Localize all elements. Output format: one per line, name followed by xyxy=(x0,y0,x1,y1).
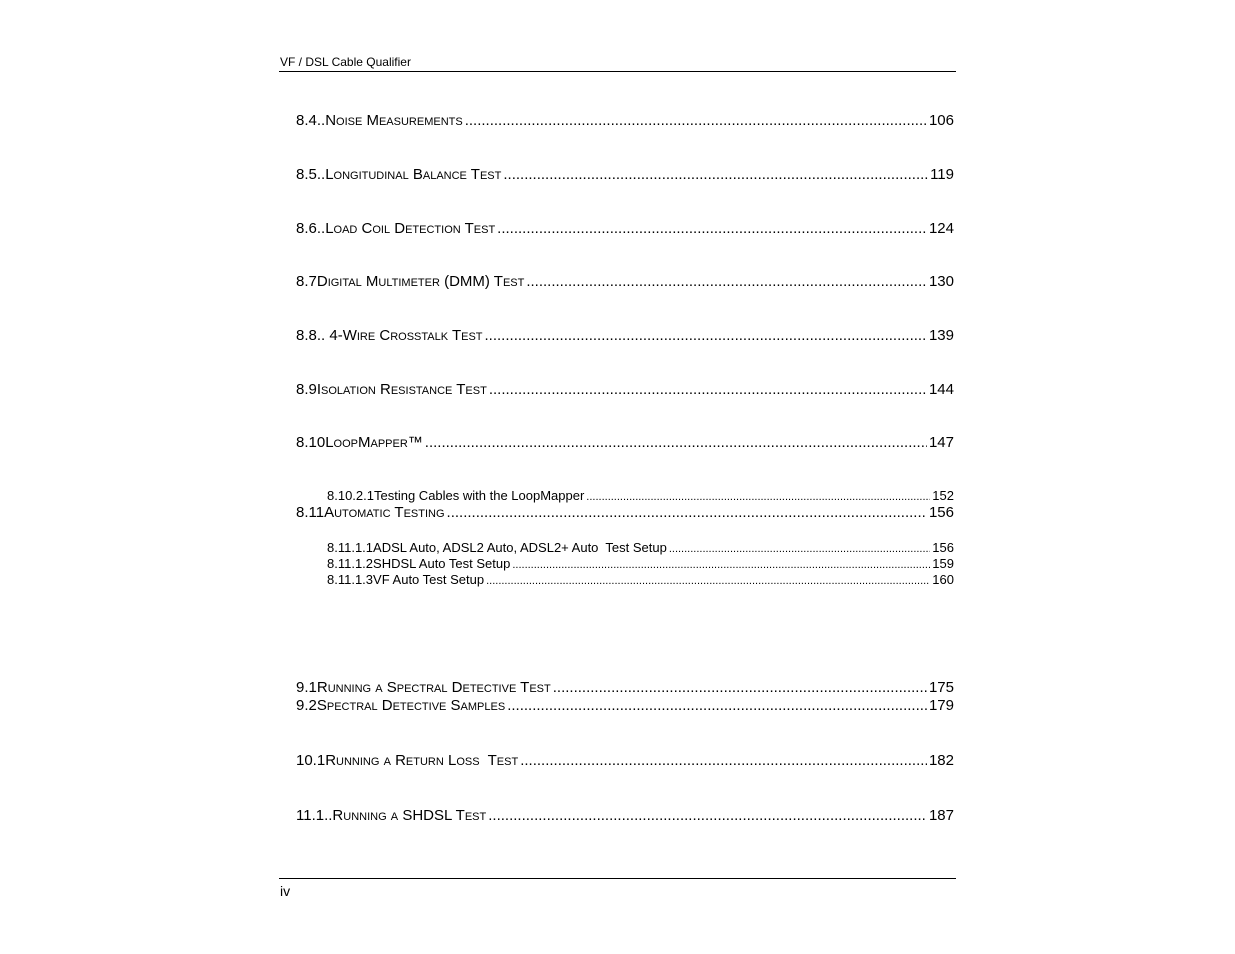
toc-number: 11.1.. xyxy=(296,807,333,824)
toc-title: Spectral Detective Samples xyxy=(316,697,506,714)
toc-title: Digital Multimeter (DMM) Test xyxy=(316,273,525,290)
toc-page: 147 xyxy=(928,434,954,451)
toc-leader xyxy=(520,752,927,769)
toc-entry[interactable] xyxy=(296,327,954,344)
footer-rule xyxy=(279,878,956,879)
toc-entry[interactable] xyxy=(296,112,954,129)
toc-number: 8.4.. xyxy=(296,112,326,129)
toc-page: 139 xyxy=(928,327,954,344)
toc-number: 8.11.1.2 xyxy=(327,556,374,571)
toc-leader xyxy=(553,679,927,696)
toc-entry[interactable] xyxy=(296,697,954,714)
toc-leader xyxy=(586,488,930,503)
toc-page: 130 xyxy=(928,273,954,290)
toc-entry[interactable] xyxy=(327,556,954,571)
toc-entry[interactable] xyxy=(296,273,954,290)
toc-entry[interactable] xyxy=(296,166,954,183)
toc-leader xyxy=(425,434,927,451)
toc-title: Running a Spectral Detective Test xyxy=(316,679,551,696)
toc-title: SHDSL Auto Test Setup xyxy=(373,556,511,571)
toc-page: 175 xyxy=(928,679,954,696)
toc-page: 156 xyxy=(928,504,954,521)
toc-title: Longitudinal Balance Test xyxy=(325,166,502,183)
toc-page: 144 xyxy=(928,381,954,398)
toc-entry[interactable] xyxy=(296,220,954,237)
toc-leader xyxy=(497,220,927,237)
toc-page: 124 xyxy=(928,220,954,237)
toc-leader xyxy=(669,540,930,555)
toc-page: 179 xyxy=(928,697,954,714)
toc-number: 9.1 xyxy=(296,679,317,696)
toc-page: 119 xyxy=(930,166,954,183)
toc-entry[interactable] xyxy=(296,381,954,398)
toc-page: 156 xyxy=(932,540,954,555)
toc-leader xyxy=(507,697,927,714)
toc-number: 8.8.. xyxy=(296,327,330,344)
toc-title: Isolation Resistance Test xyxy=(316,381,487,398)
toc-leader xyxy=(489,381,927,398)
toc-leader xyxy=(503,166,928,183)
toc-title: LoopMapper™ xyxy=(325,434,423,451)
toc-leader xyxy=(465,112,927,129)
toc-title: Running a Return Loss Test xyxy=(325,752,519,769)
toc-page: 152 xyxy=(932,488,954,503)
toc-title: 4-Wire Crosstalk Test xyxy=(329,327,483,344)
toc-entry[interactable] xyxy=(296,752,954,769)
toc-title: Load Coil Detection Test xyxy=(325,220,496,237)
toc-page: 160 xyxy=(932,572,954,587)
toc-entry[interactable] xyxy=(327,488,954,503)
toc-number: 8.11 xyxy=(296,504,325,521)
toc-leader xyxy=(485,327,927,344)
toc-entry[interactable] xyxy=(296,807,954,824)
toc-number: 10.1 xyxy=(296,752,326,769)
toc-page: 106 xyxy=(928,112,954,129)
header-rule xyxy=(279,71,956,72)
toc-page: 187 xyxy=(928,807,954,824)
toc-page: 182 xyxy=(928,752,954,769)
toc-title: Automatic Testing xyxy=(324,504,445,521)
toc-number: 8.10 xyxy=(296,434,326,451)
toc-number: 8.9 xyxy=(296,381,317,398)
toc-leader xyxy=(486,572,930,587)
toc-title: ADSL Auto, ADSL2 Auto, ADSL2+ Auto Test Setup xyxy=(373,540,667,555)
toc-number: 8.11.1.1 xyxy=(327,540,374,555)
toc-entry[interactable] xyxy=(296,434,954,451)
toc-number: 8.11.1.3 xyxy=(327,572,374,587)
toc-entry[interactable] xyxy=(296,504,954,521)
toc-leader xyxy=(447,504,927,521)
page-number: iv xyxy=(280,883,291,899)
toc-leader xyxy=(512,556,930,571)
toc-entry[interactable] xyxy=(296,679,954,696)
toc-leader xyxy=(526,273,927,290)
toc-page: 159 xyxy=(932,556,954,571)
toc-leader xyxy=(488,807,927,824)
toc-entry[interactable] xyxy=(327,572,954,587)
toc-entry[interactable] xyxy=(327,540,954,555)
toc-title: Running a SHDSL Test xyxy=(332,807,487,824)
running-header: VF / DSL Cable Qualifier xyxy=(280,55,411,69)
toc-number: 9.2 xyxy=(296,697,317,714)
toc-number: 8.10.2.1 xyxy=(327,488,374,503)
toc-title: VF Auto Test Setup xyxy=(373,572,485,587)
toc-title: Testing Cables with the LoopMapper xyxy=(374,488,585,503)
toc-title: Noise Measurements xyxy=(325,112,463,129)
toc-number: 8.7 xyxy=(296,273,317,290)
toc-number: 8.6.. xyxy=(296,220,326,237)
toc-number: 8.5.. xyxy=(296,166,326,183)
